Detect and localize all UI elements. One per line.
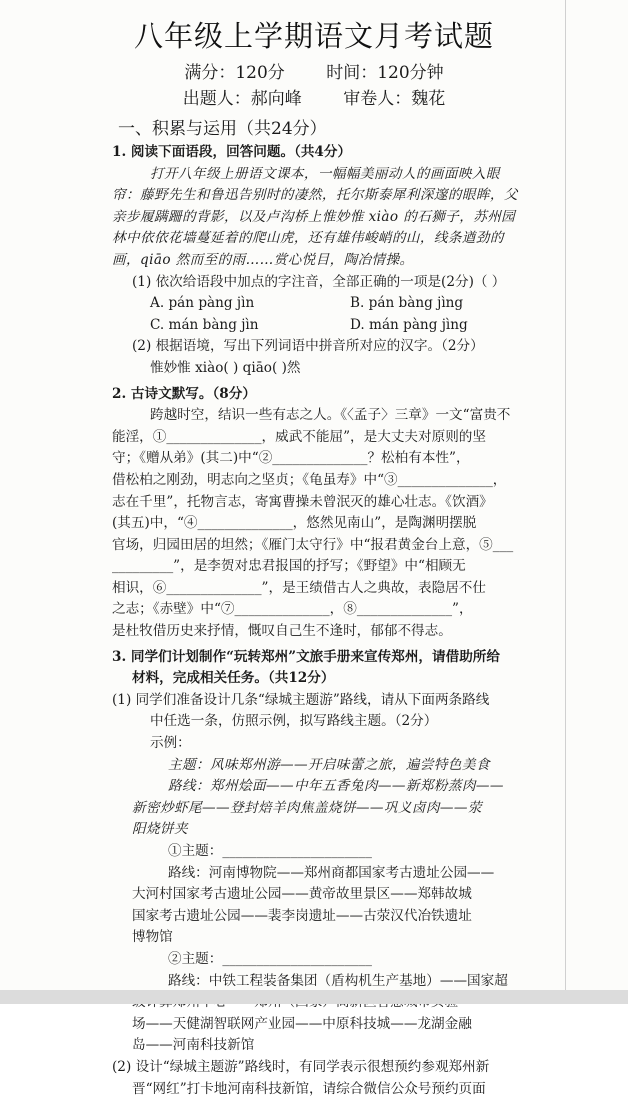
q1-options-row [112, 293, 552, 315]
q1-passage-line: 亲步履蹒跚的背影，以及卢沟桥上惟妙惟 xiào 的石狮子，苏州园 [112, 208, 516, 225]
q1-options-row [112, 315, 552, 337]
route1-line: 博物馆 [132, 929, 173, 946]
q2-line: 之志；《赤壁》中“⑦______________，⑧______________”， [112, 601, 473, 618]
route2-line: 岛——河南科技新馆 [132, 1037, 255, 1054]
q3-sub1: 中任选一条，仿照示例，拟写路线主题。（2分） [150, 713, 438, 730]
q2-line: _________”，是李贺对忠君报国的抒写；《野望》中“相顾无 [112, 558, 466, 575]
example-label: 示例： [150, 735, 191, 752]
route1-line: 大河村国家考古遗址公园——黄帝故里景区——郑韩故城 [132, 886, 472, 903]
q2-line: 是杜牧借历史来抒情，慨叹自己生不逢时，郁郁不得志。 [112, 623, 452, 640]
q1-passage-line: 林中依依花墙蔓延着的爬山虎，还有雄伟峻峭的山，线条遒劲的 [112, 230, 504, 247]
exam-meta-row [0, 58, 628, 83]
q1-sub2: (2) 根据语境，写出下列词语中拼音所对应的汉字。（2分） [132, 338, 484, 355]
option-b: B. pán bàng jìng [350, 295, 464, 312]
route1-line: 路线：河南博物院——郑州商都国家考古遗址公园—— [168, 864, 495, 881]
example-route-line: 阳烧饼夹 [132, 821, 188, 838]
q2-line: 志在千里”，托物言志，寄寓曹操未曾泯灭的雄心壮志。《饮酒》 [112, 493, 493, 510]
option-a: A. pán pàng jìn [150, 295, 255, 312]
q1-stem: 1. 阅读下面语段，回答问题。（共4分） [112, 144, 352, 160]
reviewer: 审卷人：魏花 [343, 89, 446, 109]
q3-stem: 材料，完成相关任务。（共12分） [132, 670, 335, 687]
q2-line: 守；《赠从弟》(其二)中“②______________？松柏有本性”， [112, 450, 470, 467]
q1-passage-line: 帘：藤野先生和鲁迅告别时的凄然，托尔斯泰犀利深邃的眼眸，父 [112, 187, 518, 204]
section-heading: 一、积累与运用（共24分） [118, 119, 327, 139]
option-c: C. mán bàng jìn [150, 316, 259, 333]
theme1-blank: ①主题：______________________ [168, 843, 372, 859]
full-score: 满分：120分 [184, 63, 285, 83]
route2-line: 路线：中铁工程装备集团（盾构机生产基地）——国家超 [168, 972, 508, 989]
q2-line: 相识，⑥______________”，是王绩借古人之典故，表隐居不仕 [112, 579, 486, 596]
page-edge-line [565, 0, 566, 990]
example-theme: 主题：风味郑州游——开启味蕾之旅，遍尝特色美食 [168, 756, 490, 773]
exam-staff-row [0, 84, 628, 109]
option-d: D. mán pàng jìng [350, 316, 468, 333]
q2-stem: 2. 古诗文默写。（8分） [112, 385, 256, 402]
q1-sub1: (1) 依次给语段中加点的字注音，全部正确的一项是(2分)（ ） [132, 273, 506, 290]
q3-sub1: (1) 同学们准备设计几条“绿城主题游”路线，请从下面两条路线 [112, 691, 490, 708]
q2-line: 跨越时空，结识一些有志之人。《〈孟子〉三章》一文“富贵不 [150, 407, 511, 424]
question-setter: 出题人：郝向峰 [182, 89, 302, 109]
exam-title: 八年级上学期语文月考试题 [133, 19, 494, 53]
q2-line: 官场，归园田居的坦然；《雁门太守行》中“报君黄金台上意，⑤___ [112, 536, 514, 553]
q3-stem: 3. 同学们计划制作“玩转郑州”文旅手册来宣传郑州，请借助所给 [112, 648, 500, 665]
q3-sub2: 晋“网红”打卡地河南科技新馆，请综合微信公众号预约页面 [132, 1080, 486, 1097]
q3-sub2: (2) 设计“绿城主题游”路线时，有同学表示很想预约参观郑州新 [112, 1058, 490, 1075]
example-route-line: 新密炒虾尾——登封焙羊肉焦盖烧饼——巩义卤肉——荥 [132, 799, 482, 816]
route1-line: 国家考古遗址公园——裴李岗遗址——古荥汉代冶铁遗址 [132, 907, 472, 924]
q2-line: 能淫，①______________，威武不能屈”，是大丈夫对原则的坚 [112, 428, 486, 445]
theme2-blank: ②主题：______________________ [168, 950, 372, 967]
q1-sub2-words: 惟妙惟 xiào( ) qiāo( )然 [150, 359, 301, 376]
q2-line: (其五)中，“④______________，悠然见南山”，是陶渊明摆脱 [112, 515, 477, 532]
question-body [112, 142, 552, 1100]
route2-line: 场——天健湖智联网产业园——中原科技城——龙湖金融 [132, 1015, 472, 1032]
q2-line: 借松柏之刚劲，明志向之坚贞；《龟虽寿》中“③______________， [112, 471, 507, 488]
q1-passage-line: 打开八年级上册语文课本，一幅幅美丽动人的画面映入眼 [150, 165, 500, 182]
example-route-line: 路线：郑州烩面——中年五香兔肉——新郑粉蒸肉—— [168, 778, 504, 795]
page-gap-bar [0, 990, 628, 1004]
q1-passage-line: 画，qiāo 然而至的雨……赏心悦目，陶冶情操。 [112, 251, 414, 268]
exam-time: 时间：120分钟 [326, 63, 444, 83]
